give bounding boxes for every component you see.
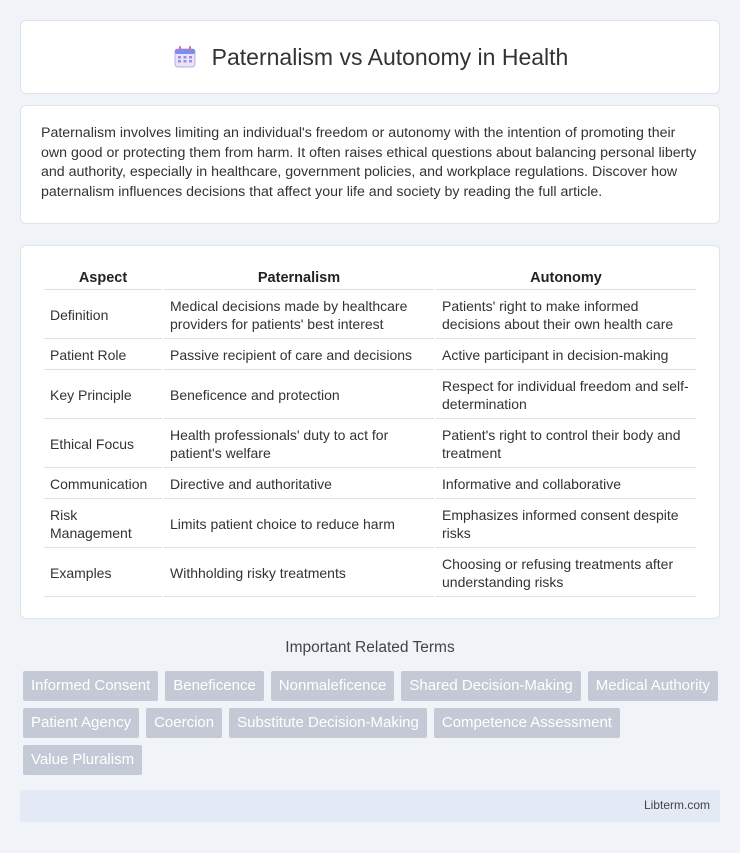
table-cell: Choosing or refusing treatments after understanding risks — [436, 550, 696, 597]
table-row — [44, 292, 696, 339]
table-cell: Respect for individual freedom and self-determination — [436, 372, 696, 419]
term-tag[interactable]: Shared Decision-Making — [401, 671, 580, 701]
table-cell: Ethical Focus — [44, 421, 162, 468]
table-row — [44, 421, 696, 468]
table-row — [44, 550, 696, 597]
footer — [20, 790, 720, 822]
table-cell: Medical decisions made by healthcare providers for patients' best interest — [164, 292, 434, 339]
table-cell: Patients' right to make informed decisions about their own health care — [436, 292, 696, 339]
header-paternalism: Paternalism — [164, 266, 434, 290]
comparison-table-card — [20, 245, 720, 619]
header-autonomy: Autonomy — [436, 266, 696, 290]
comparison-table — [42, 264, 698, 599]
table-row — [44, 372, 696, 419]
table-cell: Key Principle — [44, 372, 162, 419]
table-cell: Beneficence and protection — [164, 372, 434, 419]
calendar-icon — [172, 44, 198, 70]
footer-site-link[interactable]: Libterm.com — [643, 798, 710, 812]
table-cell: Directive and authoritative — [164, 470, 434, 499]
table-cell: Informative and collaborative — [436, 470, 696, 499]
header-card — [20, 20, 720, 94]
table-cell: Risk Management — [44, 501, 162, 548]
table-cell: Withholding risky treatments — [164, 550, 434, 597]
header-aspect: Aspect — [44, 266, 162, 290]
term-tag[interactable]: Nonmaleficence — [271, 671, 395, 701]
related-terms-title: Important Related Terms — [285, 639, 455, 656]
table-cell: Examples — [44, 550, 162, 597]
table-cell: Limits patient choice to reduce harm — [164, 501, 434, 548]
table-cell: Health professionals' duty to act for patient's welfare — [164, 421, 434, 468]
intro-card — [20, 105, 720, 224]
term-tag[interactable]: Coercion — [146, 708, 222, 738]
table-cell: Patient's right to control their body and treatment — [436, 421, 696, 468]
related-terms-list — [23, 671, 723, 775]
term-tag[interactable]: Patient Agency — [23, 708, 139, 738]
intro-text: Paternalism involves limiting an individual's freedom or autonomy with the intention of promoting their own good or protecting them from harm. It often raises ethical questions about balancing personal liberty and authority, especially in healthcare, government policies, and workplace regulations. Discover how paternalism influences decisions that affect your life and society by reading the full article. — [41, 125, 697, 200]
table-cell: Communication — [44, 470, 162, 499]
term-tag[interactable]: Competence Assessment — [434, 708, 620, 738]
term-tag[interactable]: Medical Authority — [588, 671, 718, 701]
table-row — [44, 470, 696, 499]
page-title: Paternalism vs Autonomy in Health — [211, 43, 569, 70]
table-row — [44, 501, 696, 548]
table-header-row — [44, 266, 696, 290]
table-row — [44, 341, 696, 370]
term-tag[interactable]: Substitute Decision-Making — [229, 708, 427, 738]
table-cell: Patient Role — [44, 341, 162, 370]
table-cell: Passive recipient of care and decisions — [164, 341, 434, 370]
term-tag[interactable]: Beneficence — [165, 671, 264, 701]
table-cell: Active participant in decision-making — [436, 341, 696, 370]
table-cell: Emphasizes informed consent despite risks — [436, 501, 696, 548]
table-cell: Definition — [44, 292, 162, 339]
term-tag[interactable]: Value Pluralism — [23, 745, 142, 775]
term-tag[interactable]: Informed Consent — [23, 671, 158, 701]
